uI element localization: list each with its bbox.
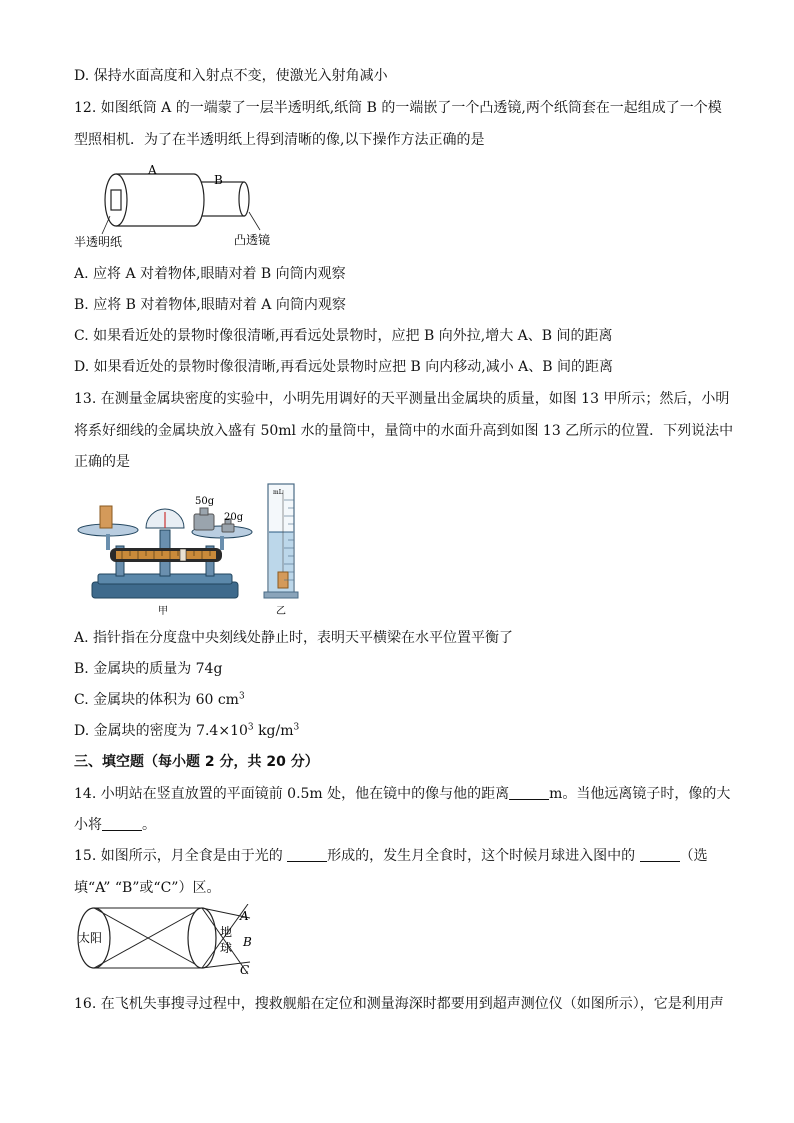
q13-option-a: A. 指针指在分度盘中央刻线处静止时，表明天平横梁在水平位置平衡了 (74, 630, 514, 646)
q13-option-b: B. 金属块的质量为 74g (74, 661, 223, 677)
q12-option-d: D. 如果看近处的景物时像很清晰,再看远处景物时应把 B 向内移动,减小 A、B 间的距离 (74, 359, 614, 375)
caption-yi: 乙 (276, 606, 286, 617)
balance-figure (72, 490, 258, 618)
q12-option-a: A. 应将 A 对着物体,眼睛对着 B 向筒内观察 (74, 266, 346, 282)
label-earth-1: 地 (220, 925, 233, 939)
tube-a (116, 174, 204, 226)
weight-50g (194, 514, 214, 530)
earth (188, 908, 216, 968)
label-b: B (214, 173, 223, 187)
q12-option-b: B. 应将 B 对着物体,眼睛对着 A 向筒内观察 (74, 297, 346, 313)
q14-blank2[interactable] (102, 816, 142, 831)
weight-20g (222, 524, 234, 532)
q13-stem-line3: 正确的是 (74, 454, 130, 470)
label-a: A (148, 163, 157, 177)
graduated-cylinder-figure (262, 480, 306, 618)
q15-blank2[interactable] (640, 847, 680, 862)
beam-ruler (116, 551, 216, 559)
label-20g: 20g (224, 512, 244, 523)
section3-title: 三、填空题（每小题 2 分，共 20 分） (74, 754, 319, 770)
q15-blank1[interactable] (287, 847, 327, 862)
label-earth-2: 球 (220, 941, 233, 955)
q16-line1: 16. 在飞机失事搜寻过程中，搜救舰船在定位和测量海深时都要用到超声测位仪（如图所示），它是利用声 (74, 996, 724, 1012)
q13-option-c: C. 金属块的体积为 60 $cm^3$ (74, 691, 245, 708)
camera-model-figure (74, 160, 294, 250)
q13-stem-line1: 13. 在测量金属块密度的实验中，小明先用调好的天平测量出金属块的质量，如图 13 甲所示；然后，小明 (74, 391, 730, 407)
q13-stem-line2: 将系好细线的金属块放入盛有 50ml 水的量筒中，量筒中的水面升高到如图 13 乙所示的位置．下列说法中 (74, 423, 734, 439)
translucent-paper (111, 190, 121, 210)
q12-stem-line1: 12. 如图纸筒 A 的一端蒙了一层半透明纸,纸筒 B 的一端嵌了一个凸透镜,两个纸筒套在一起组成了一个模 (74, 100, 722, 116)
label-sun: 太阳 (78, 931, 103, 945)
q11-option-d: D. 保持水面高度和入射点不变，使激光入射角减小 (74, 68, 388, 84)
eclipse-figure (72, 904, 262, 980)
caption-jia: 甲 (158, 606, 168, 617)
cylinder-unit: mL (273, 489, 283, 496)
label-zone-c: C (240, 963, 250, 977)
q14-blank1[interactable] (509, 785, 549, 800)
label-50g: 50g (195, 496, 215, 507)
rider (180, 549, 186, 561)
q14-line2: 小将 。 (74, 817, 156, 833)
q15-line2: 填“A” “B”或“C”）区。 (74, 880, 221, 896)
q12-stem-line2: 型照相机．为了在半透明纸上得到清晰的像,以下操作方法正确的是 (74, 132, 485, 148)
q15-line1: 15. 如图所示，月全食是由于光的 形成的，发生月全食时，这个时候月球进入图中的 （选 (74, 848, 708, 864)
label-translucent-paper: 半透明纸 (74, 235, 123, 249)
q13-option-d: D. 金属块的密度为 $7.4\times 10^3$ $kg/m^3$ (74, 722, 300, 739)
q12-option-c: C. 如果看近处的景物时像很清晰,再看远处景物时，应把 B 向外拉,增大 A、B 间的距离 (74, 328, 613, 344)
label-zone-a: A (240, 909, 249, 923)
metal-block (100, 506, 112, 528)
convex-lens (239, 182, 249, 216)
q14-line1: 14. 小明站在竖直放置的平面镜前 0.5m 处，他在镜中的像与他的距离 m。当他远离镜子时，像的大 (74, 786, 731, 802)
label-zone-b: B (243, 935, 252, 949)
label-convex-lens: 凸透镜 (234, 233, 271, 247)
